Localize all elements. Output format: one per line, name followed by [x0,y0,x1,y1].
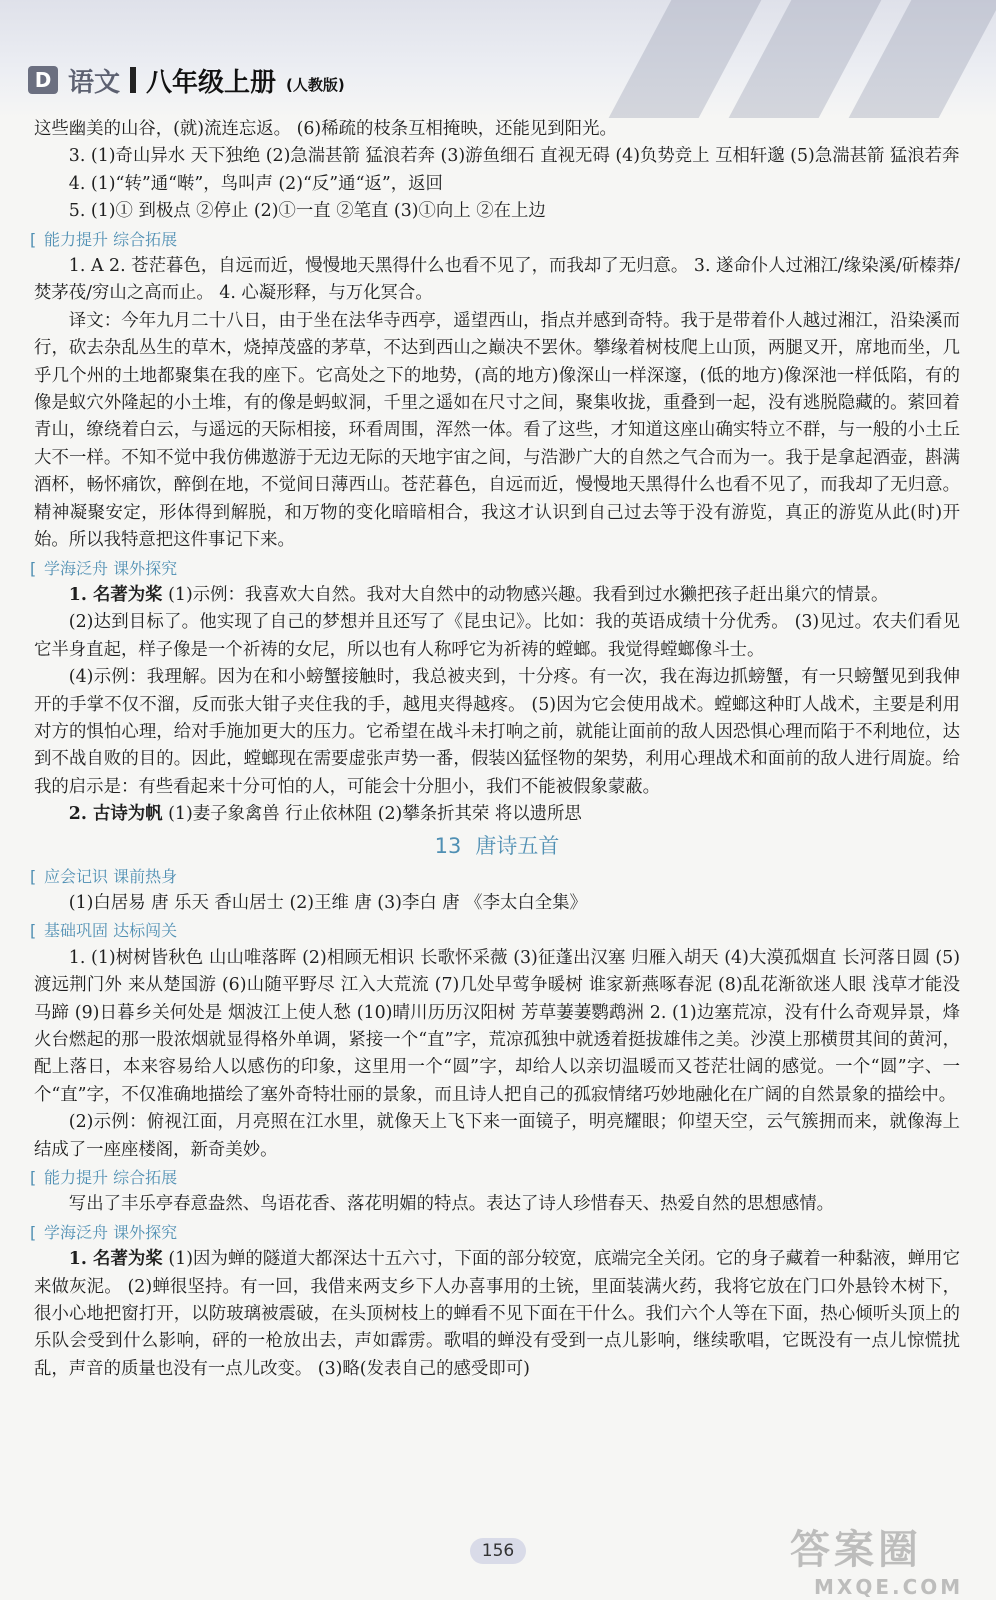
answer-paragraph: 1. 名著为桨 (1)示例：我喜欢大自然。我对大自然中的动物感兴趣。我看到过水獭把孩子赶出巢穴的情景。 [68,584,889,605]
header-band [0,0,996,118]
answer-paragraph: 1. A 2. 苍茫暮色，自远而近，慢慢地天黑得什么也看不见了，而我却了无归意。 3. 遂命仆人过湘江/缘染溪/斫榛莽/焚茅茷/穷山之高而止。 4. 心凝形释，与万化冥合。 [34,256,960,304]
answer-paragraph: 译文：今年九月二十八日，由于坐在法华寺西亭，遥望西山，指点并感到奇特。我于是带着仆人越过湘江，沿染溪而行，砍去杂乱丛生的草木，烧掉茂盛的茅草，不达到西山之巅决不罢休。攀缘着树枝爬上山顶，两腿叉开，席地而坐，几乎几个州的土地都聚集在我的座下。它高处之下的地势，(高的地方)像深山一样深邃，(低的地方)像深池一样低陷，有的像是蚁穴外隆起的小土堆，有的像是蚂蚁洞，千里之遥如在尺寸之间，聚集收拢，重叠到一起，没有逃脱隐藏的。萦回着青山，缭绕着白云，与遥远的天际相接，环看周围，浑然一体。看了这些，才知道这座山确实特立不群，与一般的小土丘大不一样。不知不觉中我仿佛遨游于无边无际的天地宇宙之间，与浩渺广大的自然之气合而为一。我于是拿起酒壶，斟满酒杯，畅怀痛饮，醉倒在地，不觉间日薄西山。苍茫暮色，自远而近，慢慢地天黑得什么也看不见了，而我却了无归意。精神凝聚安定，形体得到解脱，和万物的变化暗暗相合，我这才认识到自己过去等于没有游览，真正的游览从此(时)开始。所以我特意把这件事记下来。 [34,310,960,551]
watermark-logo: 答案圈 MXQE.COM [790,1527,964,1599]
series-badge: D [28,66,58,94]
item-lead: 1. 名著为桨 [68,1249,163,1270]
header-divider [130,67,136,93]
grade-title: 八年级上册 [146,67,277,98]
answer-paragraph: 4. (1)“转”通“啭”，鸟叫声 (2)“反”通“返”，返回 [68,173,443,194]
section-heading: [ 学海泛舟 课外探究 [30,558,178,578]
answer-paragraph: 写出了丰乐亭春意盎然、鸟语花香、落花明媚的特点。表达了诗人珍惜春天、热爱自然的思想感情。 [68,1194,834,1215]
section-heading: [ 能力提升 综合拓展 [30,1168,178,1188]
section-heading: [ 能力提升 综合拓展 [30,229,178,249]
page-number: 156 [470,1538,526,1564]
answer-paragraph: 2. 古诗为帆 (1)妻子象禽兽 行止依林阻 (2)攀条折其荣 将以遗所思 [68,804,582,825]
answer-paragraph: 3. (1)奇山异水 天下独绝 (2)急湍甚箭 猛浪若奔 (3)游鱼细石 直视无碍 (4)负势竞上 互相轩邈 (5)急湍甚箭 猛浪若奔 [68,146,960,167]
answer-content [30,116,960,1383]
item-lead: 2. 古诗为帆 [68,804,163,825]
section-heading: [ 基础巩固 达标闯关 [30,921,178,941]
book-header [28,62,345,98]
answer-paragraph: 5. (1)① 到极点 ②停止 (2)①一直 ②笔直 (3)①向上 ②在上边 [68,201,546,222]
answer-paragraph: (4)示例：我理解。因为在和小螃蟹接触时，我总被夹到，十分疼。有一次，我在海边抓螃蟹，有一只螃蟹见到我伸开的手掌不仅不溜，反而张大钳子夹住我的手，越甩夹得越疼。 (5)因为它会使用战术。螳螂这种盯人战术，主要是利用对方的惧怕心理，给对手施加更大的压力。它希望在战斗未打响之前，就能让面前的敌人因恐惧心理而陷于不利地位，达到不战自败的目的。因此，螳螂现在需要虚张声势一番，假装凶猛怪物的架势，利用心理战术和面前的敌人进行周旋。给我的启示是：有些看起来十分可怕的人，可能会十分胆小，我们不能被假象蒙蔽。 [34,667,960,797]
section-heading: [ 学海泛舟 课外探究 [30,1222,178,1242]
answer-paragraph: (2)达到目标了。他实现了自己的梦想并且还写了《昆虫记》。比如：我的英语成绩十分优秀。 (3)见过。农夫们看见它半身直起，样子像是一个祈祷的女尼，所以也有人称呼它为祈祷的螳螂。我觉得螳螂像斗士。 [34,612,960,660]
answer-paragraph: (1)白居易 唐 乐天 香山居士 (2)王维 唐 (3)李白 唐 《李太白全集》 [68,892,587,913]
answer-paragraph: 1. 名著为桨 (1)因为蝉的隧道大都深达十五六寸，下面的部分较宽，底端完全关闭。它的身子藏着一种黏液，蝉用它来做灰泥。 (2)蝉很坚持。有一回，我借来两支乡下人办喜事用的土铳，里面装满火药，我将它放在门口外悬铃木树下，很小心地把窗打开，以防玻璃被震破，在头顶树枝上的蝉看不见下面在干什么。我们六个人等在下面，热心倾听头顶上的乐队会受到什么影响，砰的一枪放出去，声如霹雳。歌唱的蝉没有受到一点儿影响，继续歌唱，它既没有一点儿惊慌扰乱，声音的质量也没有一点儿改变。 (3)略(发表自己的感受即可) [34,1249,960,1379]
answer-paragraph: 1. (1)树树皆秋色 山山唯落晖 (2)相顾无相识 长歌怀采薇 (3)征蓬出汉塞 归雁入胡天 (4)大漠孤烟直 长河落日圆 (5)渡远荆门外 来从楚国游 (6)山随平野尽 江入大荒流 (7)几处早莺争暖树 谁家新燕啄春泥 (8)乱花渐欲迷人眼 浅草才能没马蹄 (9)日暮乡关何处是 烟波江上使人愁 (10)晴川历历汉阳树 芳草萋萋鹦鹉洲 2. (1)边塞荒凉，没有什么奇观异景，烽火台燃起的那一股浓烟就显得格外单调，紧接一个“直”字，荒凉孤独中就透着挺拔雄伟之美。沙漠上那横贯其间的黄河，配上落日，本来容易给人以感伤的印象，这里用一个“圆”字，却给人以亲切温暖而又苍茫壮阔的感觉。一个“圆”字、一个“直”字，不仅准确地描绘了塞外奇特壮丽的景象，而且诗人把自己的孤寂情绪巧妙地融化在广阔的自然景象的描绘中。 [34,947,960,1105]
answer-paragraph: (2)示例：俯视江面，月亮照在江水里，就像天上飞下来一面镜子，明亮耀眼；仰望天空，云气簇拥而来，就像海上结成了一座座楼阁，新奇美妙。 [34,1112,960,1160]
section-heading: [ 应会记识 课前热身 [30,866,178,886]
lesson-title: 13 唐诗五首 [434,833,560,858]
item-lead: 1. 名著为桨 [68,584,163,605]
edition-label: (人教版) [286,75,345,94]
subject-title: 语文 [68,67,121,98]
answer-paragraph: 这些幽美的山谷，(就)流连忘返。 (6)稀疏的枝条互相掩映，还能见到阳光。 [34,119,617,139]
